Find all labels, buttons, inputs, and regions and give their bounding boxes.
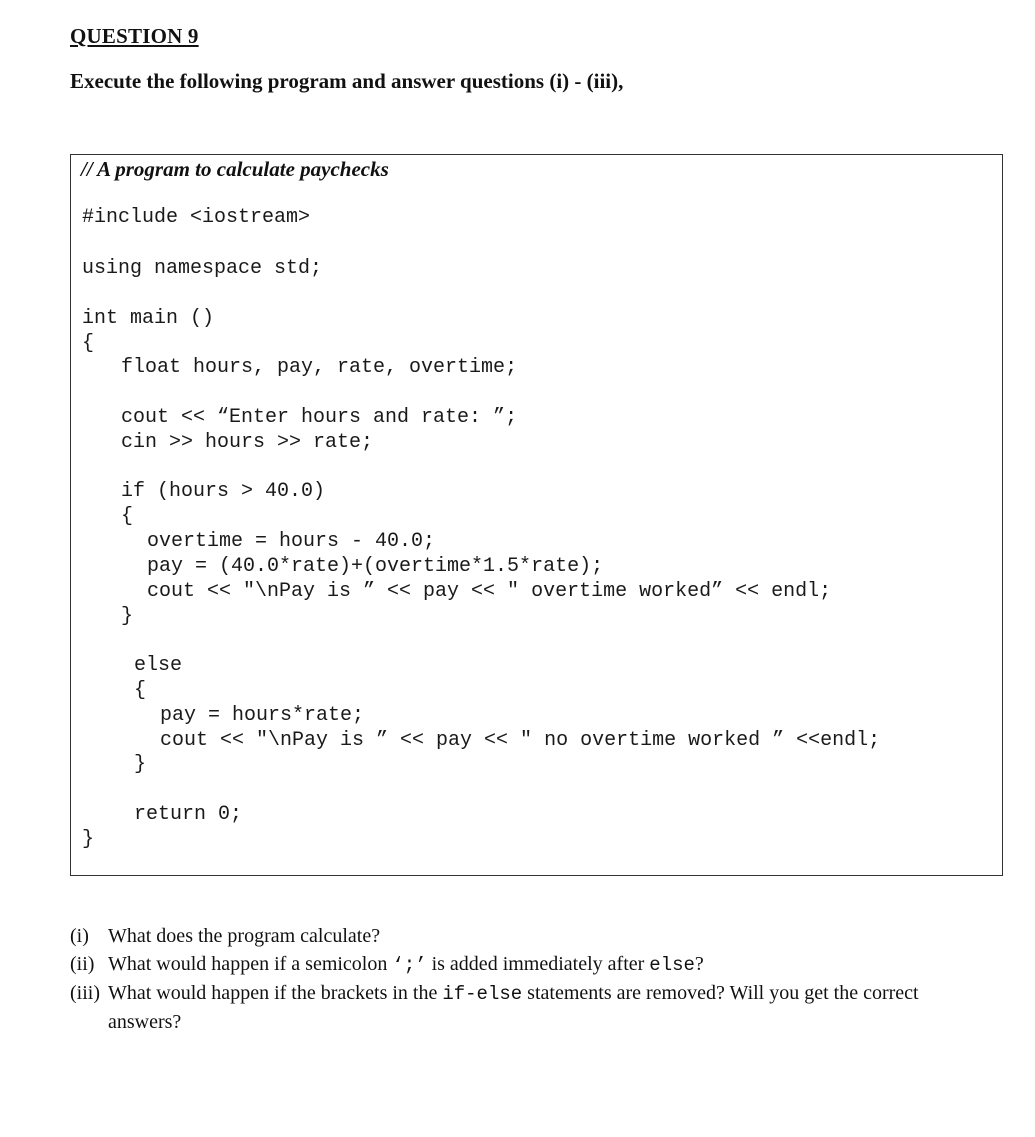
code-snippet: else [649,954,695,976]
code-line: overtime = hours - 40.0; [147,530,436,553]
code-listing-box [70,154,1003,876]
question-text-part: statements are removed? Will you get the correct answers? [108,982,919,1033]
code-snippet: if-else [442,983,523,1005]
code-line: { [82,332,95,355]
question-text-part: What would happen if a semicolon [108,953,393,975]
questions-list [70,922,970,1036]
question-item [70,979,970,1036]
code-line: int main () [82,307,215,330]
question-number: (iii) [70,982,100,1004]
question-heading: QUESTION 9 [70,24,199,48]
question-item [70,922,970,950]
code-line: } [82,828,95,851]
code-comment: // A program to calculate paychecks [81,157,389,181]
code-line: if (hours > 40.0) [121,480,326,503]
code-line: { [121,505,134,528]
question-item [70,950,970,979]
question-text-part: is added immediately after [426,953,650,975]
question-text-part: What would happen if the brackets in the [108,982,443,1004]
question-text [108,950,970,979]
code-line: float hours, pay, rate, overtime; [121,356,518,379]
question-number: (ii) [70,953,95,975]
code-line: { [134,679,147,702]
question-number: (i) [70,925,89,947]
code-snippet: ‘;’ [392,954,427,976]
code-line: else [134,654,183,677]
code-line: #include <iostream> [82,206,311,229]
question-text-part: What does the program calculate? [108,925,381,947]
code-line: cout << "\nPay is ” << pay << " overtime worked” << endl; [147,580,832,603]
question-text-part: ? [694,953,704,975]
code-line: return 0; [134,803,243,826]
code-line: pay = hours*rate; [160,704,365,727]
code-line: pay = (40.0*rate)+(overtime*1.5*rate); [147,555,604,578]
instruction-text: Execute the following program and answer questions (i) - (iii), [70,69,624,93]
code-line: cout << "\nPay is ” << pay << " no overtime worked ” <<endl; [160,729,881,752]
question-text [108,979,970,1036]
question-text [108,922,970,950]
code-line: cin >> hours >> rate; [121,431,374,454]
code-line: } [134,753,147,776]
code-line: } [121,605,134,628]
code-line: cout << “Enter hours and rate: ”; [121,406,518,429]
code-line: using namespace std; [82,257,323,280]
